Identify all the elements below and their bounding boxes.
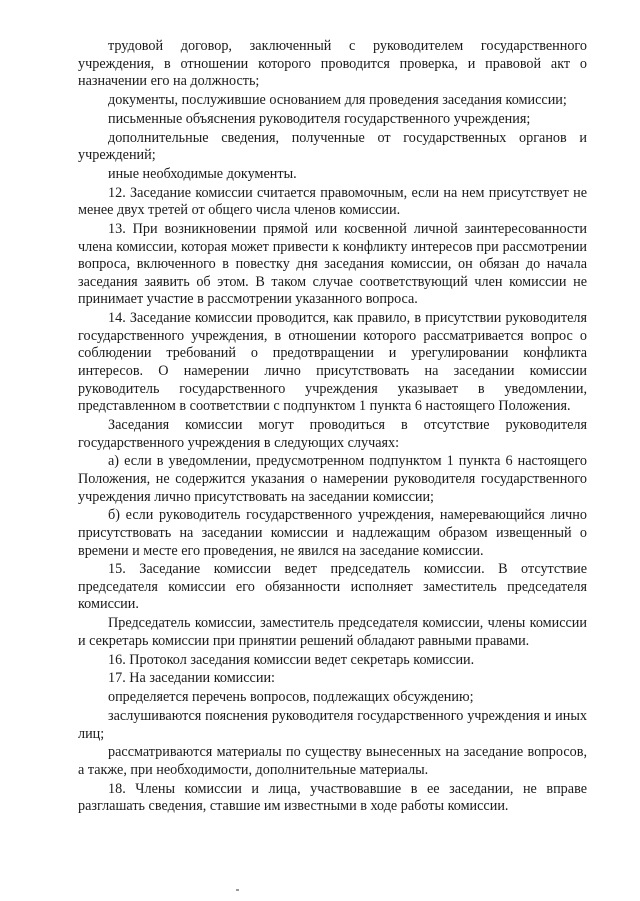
paragraph: иные необходимые документы. <box>108 165 297 182</box>
paragraph: 17. На заседании комиссии: <box>108 670 275 687</box>
paragraph: б) если руководитель государственного учреждения, намеревающийся лично присутствовать на заседании комиссии и надлежащим образом извещенный о времени и месте его проведения, не явился на заседание комиссии. <box>78 507 587 559</box>
paragraph: 12. Заседание комиссии считается правомочным, если на нем присутствует не менее двух третей от общего числа членов комиссии. <box>78 184 587 219</box>
paragraph: документы, послужившие основанием для проведения заседания комиссии; <box>108 91 567 108</box>
paragraph: Заседания комиссии могут проводиться в отсутствие руководителя государственного учреждения в следующих случаях: <box>78 416 587 451</box>
paragraph: Председатель комиссии, заместитель председателя комиссии, члены комиссии и секретарь комиссии при принятии решений обладают равными правами. <box>78 615 587 649</box>
paragraph: 16. Протокол заседания комиссии ведет секретарь комиссии. <box>108 651 475 668</box>
paragraph: 13. При возникновении прямой или косвенной личной заинтересованности члена комиссии, которая может привести к конфликту интересов при рассмотрении вопроса, включенного в повестку дня заседания комиссии, он обязан до начала заседания заявить об этом. В таком случае соответствующий член комиссии не принимает участие в рассмотрении указанного вопроса. <box>78 221 587 308</box>
paragraph: 18. Члены комиссии и лица, участвовавшие в ее заседании, не вправе разглашать сведения, ставшие им известными в ходе работы комиссии. <box>78 780 587 815</box>
paragraph: заслушиваются пояснения руководителя государственного учреждения и иных лиц; <box>78 707 587 742</box>
paragraph: дополнительные сведения, полученные от государственных органов и учреждений; <box>78 129 587 164</box>
paragraph: определяется перечень вопросов, подлежащих обсуждению; <box>108 689 474 706</box>
document-body <box>78 38 587 817</box>
paragraph: 15. Заседание комиссии ведет председатель комиссии. В отсутствие председателя комиссии его обязанности исполняет заместитель председателя комиссии. <box>78 561 587 613</box>
paragraph: письменные объяснения руководителя государственного учреждения; <box>108 110 531 127</box>
paragraph: 14. Заседание комиссии проводится, как правило, в присутствии руководителя государственного учреждения, в отношении которого рассматривается вопрос о соблюдении требований о предотвращении и урегулировании конфликта интересов. О намерении лично присутствовать на заседании комиссии руководитель государственного учреждения указывает в уведомлении, представленном в соответствии с подпунктом 1 пункта 6 настоящего Положения. <box>78 310 587 415</box>
paragraph: трудовой договор, заключенный с руководителем государственного учреждения, в отношении которого проводится проверка, и правовой акт о назначении его на должность; <box>78 38 587 90</box>
paragraph: рассматриваются материалы по существу вынесенных на заседание вопросов, а также, при необходимости, дополнительные материалы. <box>78 744 587 778</box>
scan-speck <box>236 889 239 891</box>
paragraph: а) если в уведомлении, предусмотренном подпунктом 1 пункта 6 настоящего Положения, не содержится указания о намерении руководителя государственного учреждения лично присутствовать на заседании комиссии; <box>78 453 587 505</box>
